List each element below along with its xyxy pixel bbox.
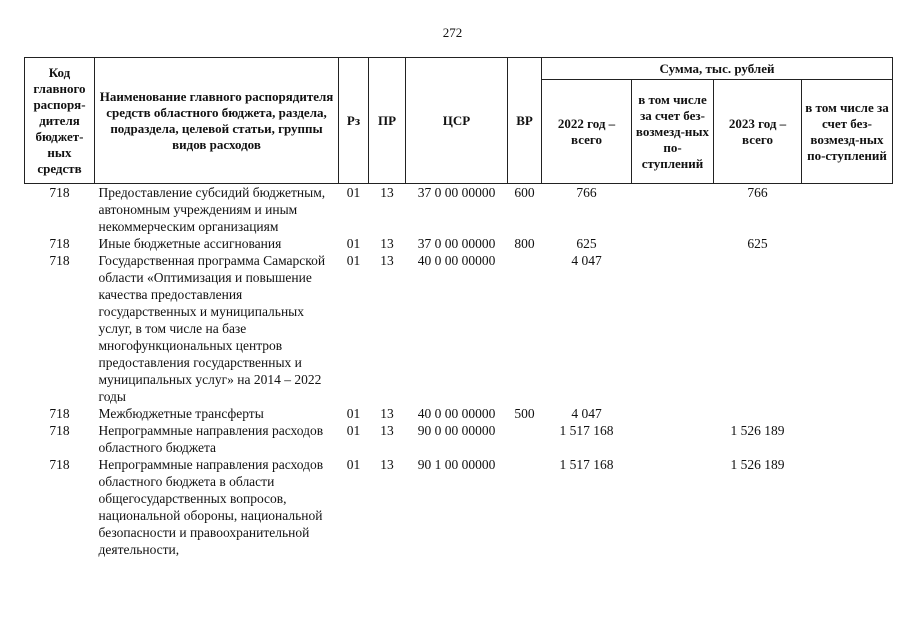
cell-csr: 90 0 00 00000 [417, 423, 496, 438]
cell-code: 718 [49, 185, 70, 200]
header-rz: Рз [339, 58, 369, 184]
cell-pr: 13 [380, 406, 394, 421]
cell-2022-free [632, 422, 714, 456]
cell-2022-total: 766 [576, 185, 597, 200]
cell-2023-free [802, 405, 893, 422]
cell-rz: 01 [346, 423, 361, 438]
cell-2022-total: 1 517 168 [559, 457, 614, 472]
cell-pr: 13 [380, 457, 394, 472]
cell-2023-total: 1 526 189 [730, 457, 785, 472]
header-sum: Сумма, тыс. рублей [542, 58, 893, 80]
cell-vr [508, 456, 542, 558]
cell-code: 718 [49, 406, 70, 421]
cell-2023-total [714, 252, 802, 405]
table-body [25, 184, 893, 559]
cell-code: 718 [49, 457, 70, 472]
header-2022-total: 2022 год – всего [542, 80, 632, 184]
table-header [25, 58, 893, 184]
cell-vr: 500 [514, 406, 535, 421]
cell-pr: 13 [380, 236, 394, 251]
cell-vr: 800 [514, 236, 535, 251]
cell-2023-free [802, 184, 893, 236]
table-row [25, 405, 893, 422]
cell-vr [508, 252, 542, 405]
header-name: Наименование главного распорядителя средств областного бюджета, раздела, подраздела, целевой статьи, группы видов расходов [95, 58, 339, 184]
table-row [25, 456, 893, 558]
cell-2023-free [802, 252, 893, 405]
cell-rz: 01 [346, 236, 361, 251]
cell-2023-total: 766 [747, 185, 768, 200]
cell-2022-total: 4 047 [571, 253, 602, 268]
cell-name: Непрограммные направления расходов областного бюджета [98, 423, 324, 455]
table-row [25, 184, 893, 236]
cell-rz: 01 [346, 457, 361, 472]
cell-2023-total: 625 [747, 236, 768, 251]
cell-rz: 01 [346, 185, 361, 200]
cell-2023-free [802, 456, 893, 558]
header-csr: ЦСР [406, 58, 508, 184]
cell-name: Предоставление субсидий бюджетным, автономным учреждениям и иным некоммерческим организациям [98, 185, 326, 234]
cell-csr: 40 0 00 00000 [417, 253, 496, 268]
cell-2022-free [632, 184, 714, 236]
cell-vr [508, 422, 542, 456]
cell-pr: 13 [380, 423, 394, 438]
cell-2022-total: 625 [576, 236, 597, 251]
header-pr: ПР [369, 58, 406, 184]
cell-2022-total: 1 517 168 [559, 423, 614, 438]
budget-table [24, 57, 893, 558]
cell-pr: 13 [380, 185, 394, 200]
cell-2023-total [714, 405, 802, 422]
page-number: 272 [442, 25, 463, 40]
table-row [25, 252, 893, 405]
cell-csr: 37 0 00 00000 [417, 185, 496, 200]
header-2022-free: в том числе за счет без-возмезд-ных по-ступлений [632, 80, 714, 184]
cell-code: 718 [49, 236, 70, 251]
cell-csr: 90 1 00 00000 [417, 457, 496, 472]
cell-2022-free [632, 252, 714, 405]
cell-name: Государственная программа Самарской области «Оптимизация и повышение качества предоставления государственных и муниципальных услуг, в том числе на базе многофункциональных центров предоставления государственных и муниципальных услуг» на 2014 – 2022 годы [98, 253, 326, 404]
cell-2022-free [632, 235, 714, 252]
cell-name: Межбюджетные трансферты [98, 406, 264, 421]
cell-name: Непрограммные направления расходов областного бюджета в области общегосударственных вопросов, национальной обороны, национальной безопасности и правоохранительной деятельности, [98, 457, 324, 557]
cell-csr: 40 0 00 00000 [417, 406, 496, 421]
cell-2023-total: 1 526 189 [730, 423, 785, 438]
header-2023-free: в том числе за счет без-возмезд-ных по-ступлений [802, 80, 893, 184]
cell-2023-free [802, 422, 893, 456]
cell-code: 718 [49, 253, 70, 268]
cell-code: 718 [49, 423, 70, 438]
cell-2022-total: 4 047 [571, 406, 602, 421]
cell-rz: 01 [346, 406, 361, 421]
cell-vr: 600 [514, 185, 535, 200]
cell-rz: 01 [346, 253, 361, 268]
cell-csr: 37 0 00 00000 [417, 236, 496, 251]
table-row [25, 235, 893, 252]
cell-name: Иные бюджетные ассигнования [98, 236, 282, 251]
cell-pr: 13 [380, 253, 394, 268]
header-code: Код главного распоря-дителя бюджет-ных средств [25, 58, 95, 184]
cell-2022-free [632, 456, 714, 558]
cell-2023-free [802, 235, 893, 252]
header-vr: ВР [508, 58, 542, 184]
cell-2022-free [632, 405, 714, 422]
header-2023-total: 2023 год – всего [714, 80, 802, 184]
table-row [25, 422, 893, 456]
